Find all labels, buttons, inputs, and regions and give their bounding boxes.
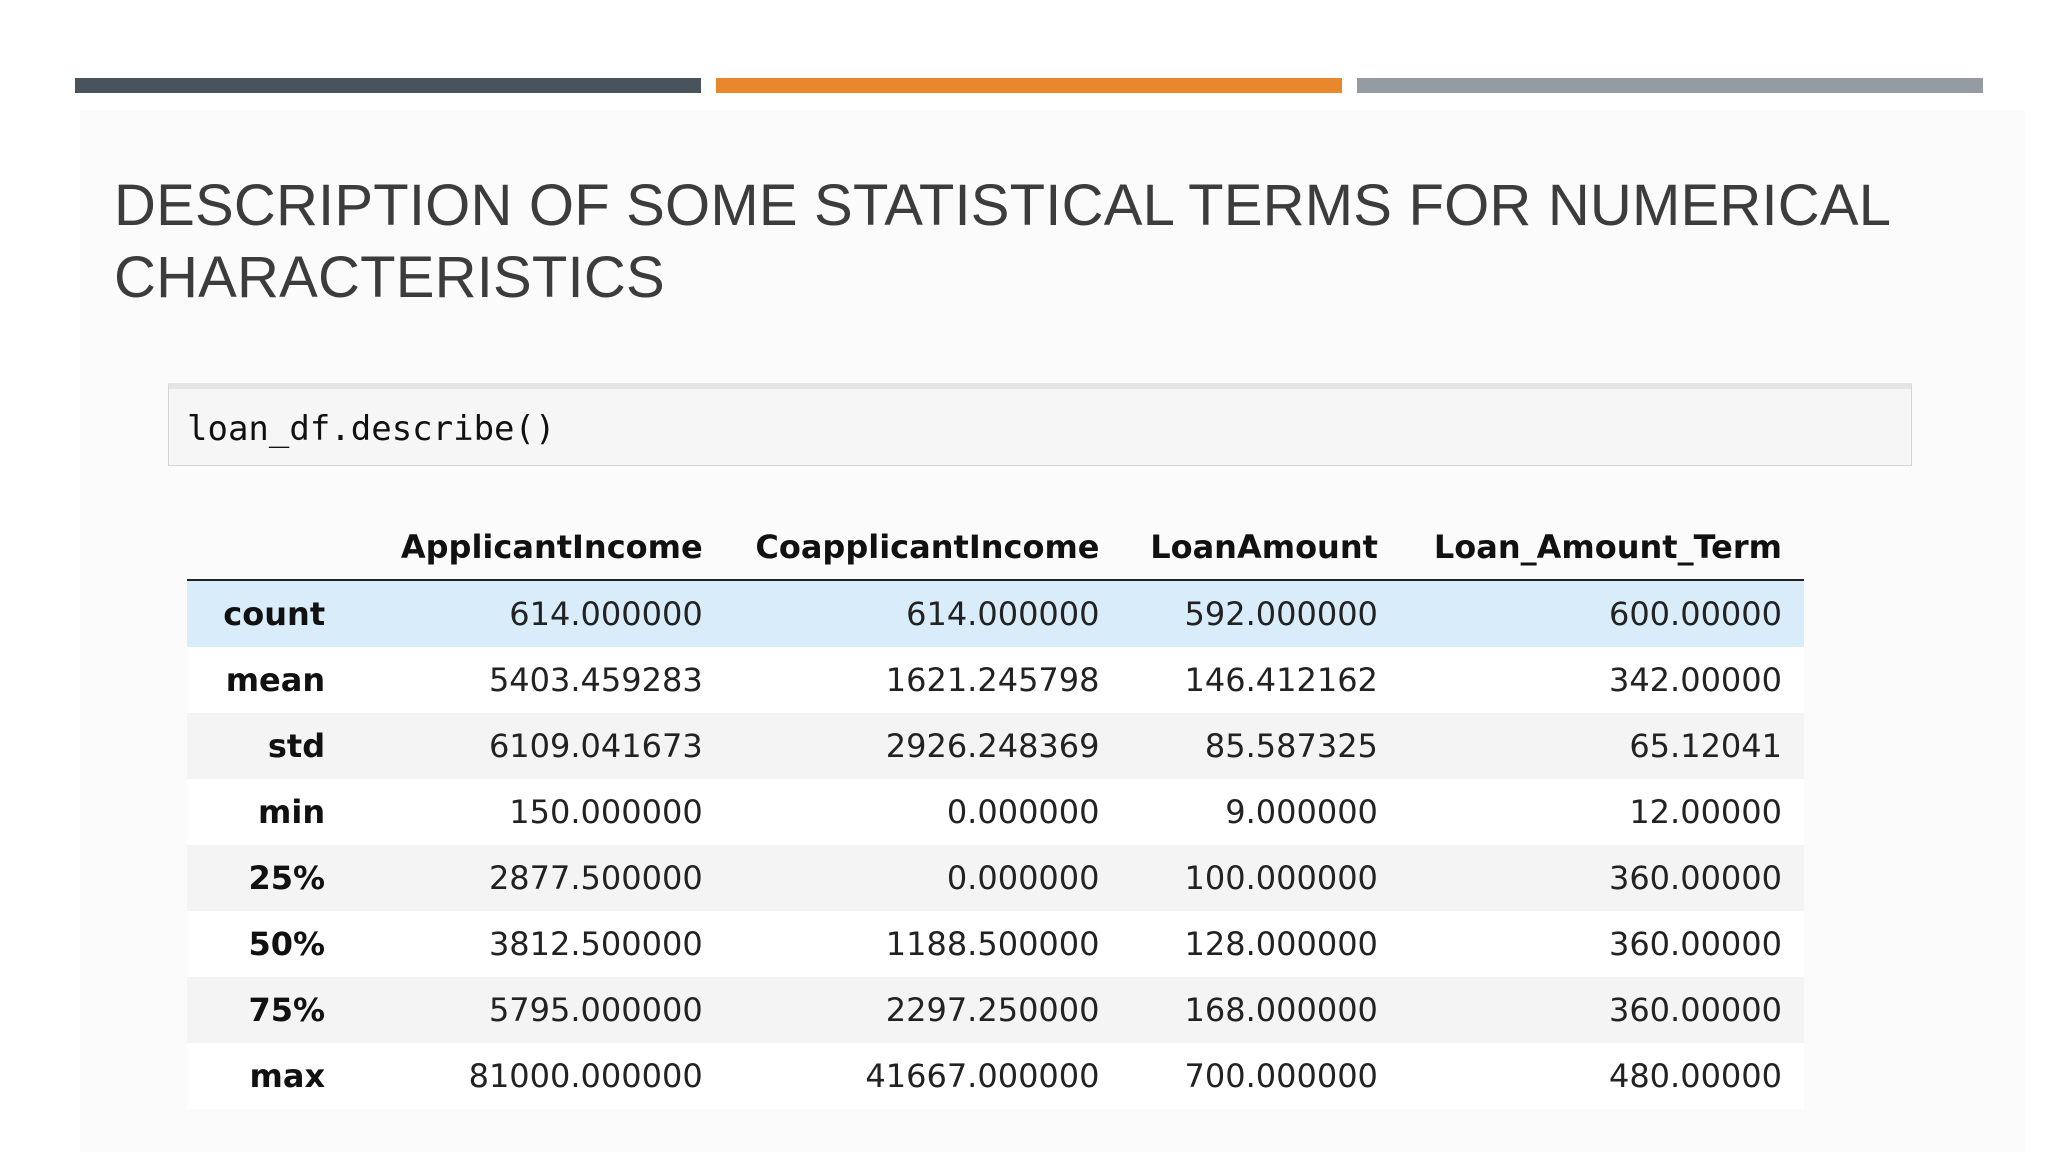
code-cell xyxy=(168,383,1912,466)
table-row xyxy=(187,1043,1804,1109)
table-cell: 2877.500000 xyxy=(488,859,703,897)
table-cell: 2297.250000 xyxy=(885,991,1100,1029)
describe-output-table xyxy=(187,514,1804,1109)
row-label: std xyxy=(267,727,326,765)
code-text: loan_df.describe() xyxy=(187,409,556,449)
slide-title-line-1: DESCRIPTION OF SOME STATISTICAL TERMS FOR NUMERICAL xyxy=(114,173,1892,238)
row-label: 50% xyxy=(248,925,326,963)
table-cell: 12.00000 xyxy=(1629,793,1782,831)
slide-title xyxy=(114,170,1994,314)
table-cell: 41667.000000 xyxy=(865,1057,1100,1095)
table-cell: 128.000000 xyxy=(1184,925,1378,963)
accent-bar-orange xyxy=(716,78,1342,93)
table-row xyxy=(187,713,1804,779)
table-cell: 5403.459283 xyxy=(488,661,703,699)
table-row xyxy=(187,647,1804,713)
table-cell: 100.000000 xyxy=(1184,859,1378,897)
table-cell: 2926.248369 xyxy=(885,727,1100,765)
table-cell: 5795.000000 xyxy=(488,991,703,1029)
table-cell: 146.412162 xyxy=(1184,661,1378,699)
table-cell: 700.000000 xyxy=(1184,1057,1378,1095)
table-row xyxy=(187,779,1804,845)
table-cell: 360.00000 xyxy=(1608,991,1782,1029)
table-row xyxy=(187,845,1804,911)
table-cell: 342.00000 xyxy=(1608,661,1782,699)
table-row xyxy=(187,977,1804,1043)
table-cell: 614.000000 xyxy=(906,595,1100,633)
table-row xyxy=(187,911,1804,977)
table-row xyxy=(187,580,1804,647)
table-cell: 150.000000 xyxy=(509,793,703,831)
column-header: LoanAmount xyxy=(1122,514,1400,580)
row-label: max xyxy=(249,1057,326,1095)
table-cell: 600.00000 xyxy=(1608,595,1782,633)
slide-title-line-2: CHARACTERISTICS xyxy=(114,245,665,310)
table-cell: 1621.245798 xyxy=(885,661,1100,699)
table-cell: 480.00000 xyxy=(1608,1057,1782,1095)
column-header: ApplicantIncome xyxy=(347,514,725,580)
index-header xyxy=(187,514,347,580)
row-label: 75% xyxy=(248,991,326,1029)
table-cell: 592.000000 xyxy=(1184,595,1378,633)
table-cell: 9.000000 xyxy=(1225,793,1378,831)
table-cell: 81000.000000 xyxy=(468,1057,703,1095)
table-cell: 614.000000 xyxy=(509,595,703,633)
table-cell: 0.000000 xyxy=(946,859,1100,897)
table-cell: 1188.500000 xyxy=(885,925,1100,963)
table-cell: 0.000000 xyxy=(946,793,1100,831)
accent-bar-dark xyxy=(75,78,701,93)
column-header: CoapplicantIncome xyxy=(725,514,1122,580)
table-cell: 168.000000 xyxy=(1184,991,1378,1029)
row-label: min xyxy=(258,793,326,831)
table-cell: 85.587325 xyxy=(1204,727,1378,765)
row-label: mean xyxy=(225,661,326,699)
table-header-row xyxy=(187,514,1804,580)
table-cell: 65.12041 xyxy=(1629,727,1782,765)
table-cell: 360.00000 xyxy=(1608,859,1782,897)
row-label: 25% xyxy=(248,859,326,897)
table-cell: 6109.041673 xyxy=(488,727,703,765)
column-header: Loan_Amount_Term xyxy=(1400,514,1804,580)
table-cell: 3812.500000 xyxy=(488,925,703,963)
table-cell: 360.00000 xyxy=(1608,925,1782,963)
row-label: count xyxy=(223,595,326,633)
accent-bar-gray xyxy=(1357,78,1983,93)
